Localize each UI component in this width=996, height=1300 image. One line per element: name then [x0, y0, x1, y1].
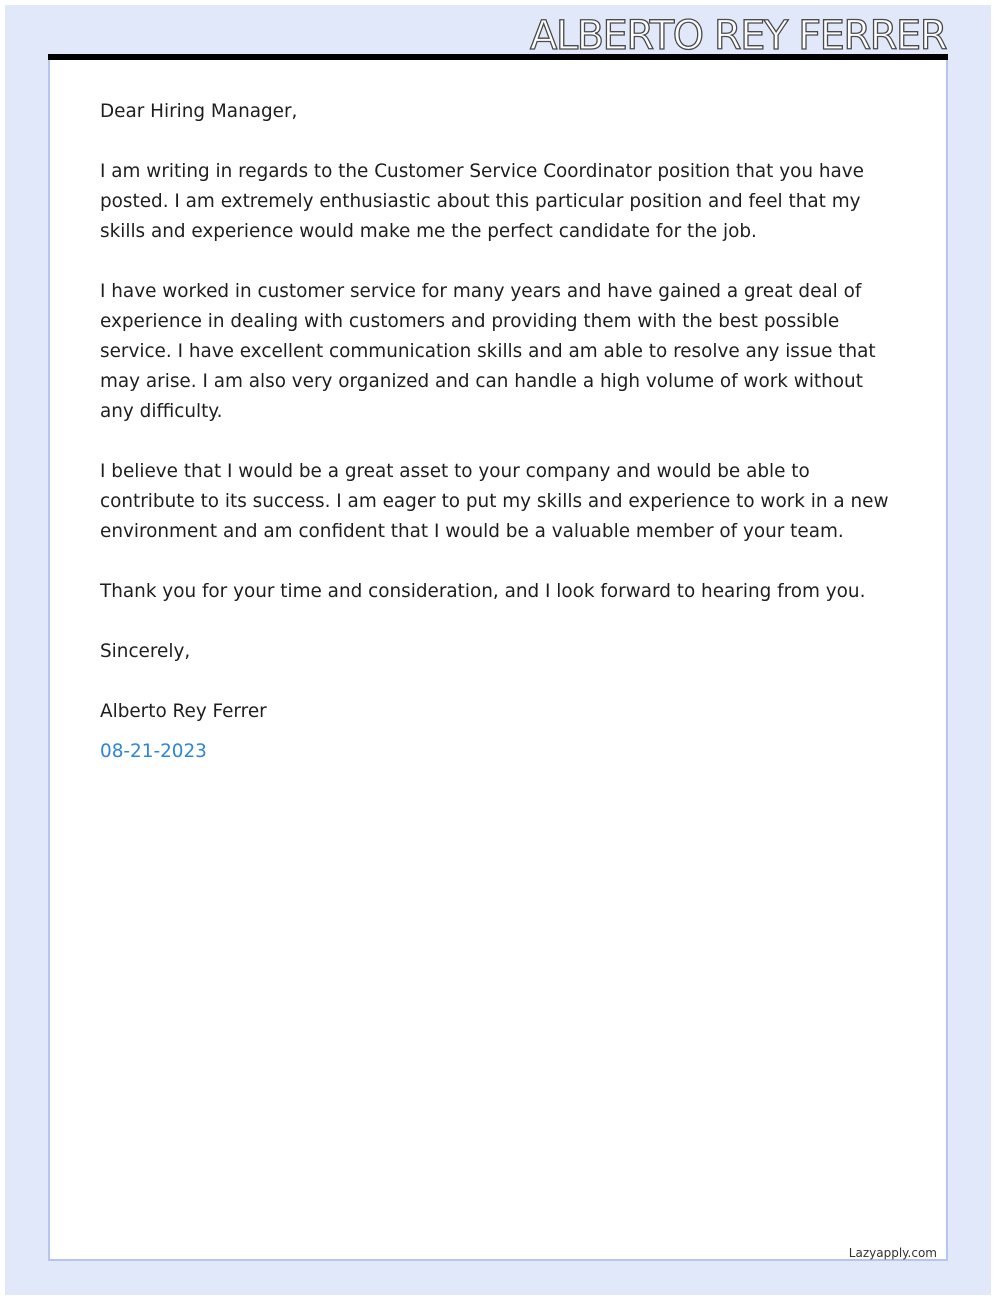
letter-paragraph: I believe that I would be a great asset to your company and would be able to contribute to its success. I am eager to put my skills and experience to work in a new environment and am confident that I would be a valuable member of your team.: [100, 461, 889, 542]
letter-paragraph: Thank you for your time and consideration, and I look forward to hearing from you.: [100, 581, 866, 602]
letter-date: 08-21-2023: [100, 741, 207, 762]
letter-signature-name: Alberto Rey Ferrer: [100, 701, 267, 722]
cover-letter-body: [100, 97, 895, 767]
letter-paragraph: I have worked in customer service for many years and have gained a great deal of experience in dealing with customers and providing them with the best possible service. I have excellent communication skills and am able to resolve any issue that may arise. I am also very organized and can handle a high volume of work without any difficulty.: [100, 281, 876, 422]
letter-greeting: Dear Hiring Manager,: [100, 101, 298, 122]
letter-paragraph: I am writing in regards to the Customer Service Coordinator position that you have posted. I am extremely enthusiastic about this particular position and feel that my skills and experience would make me the perfect candidate for the job.: [100, 161, 865, 242]
applicant-name-heading: ALBERTO REY FERRER: [529, 13, 946, 59]
footer-brand-link[interactable]: Lazyapply.com: [848, 1246, 937, 1260]
letter-closing: Sincerely,: [100, 641, 191, 662]
